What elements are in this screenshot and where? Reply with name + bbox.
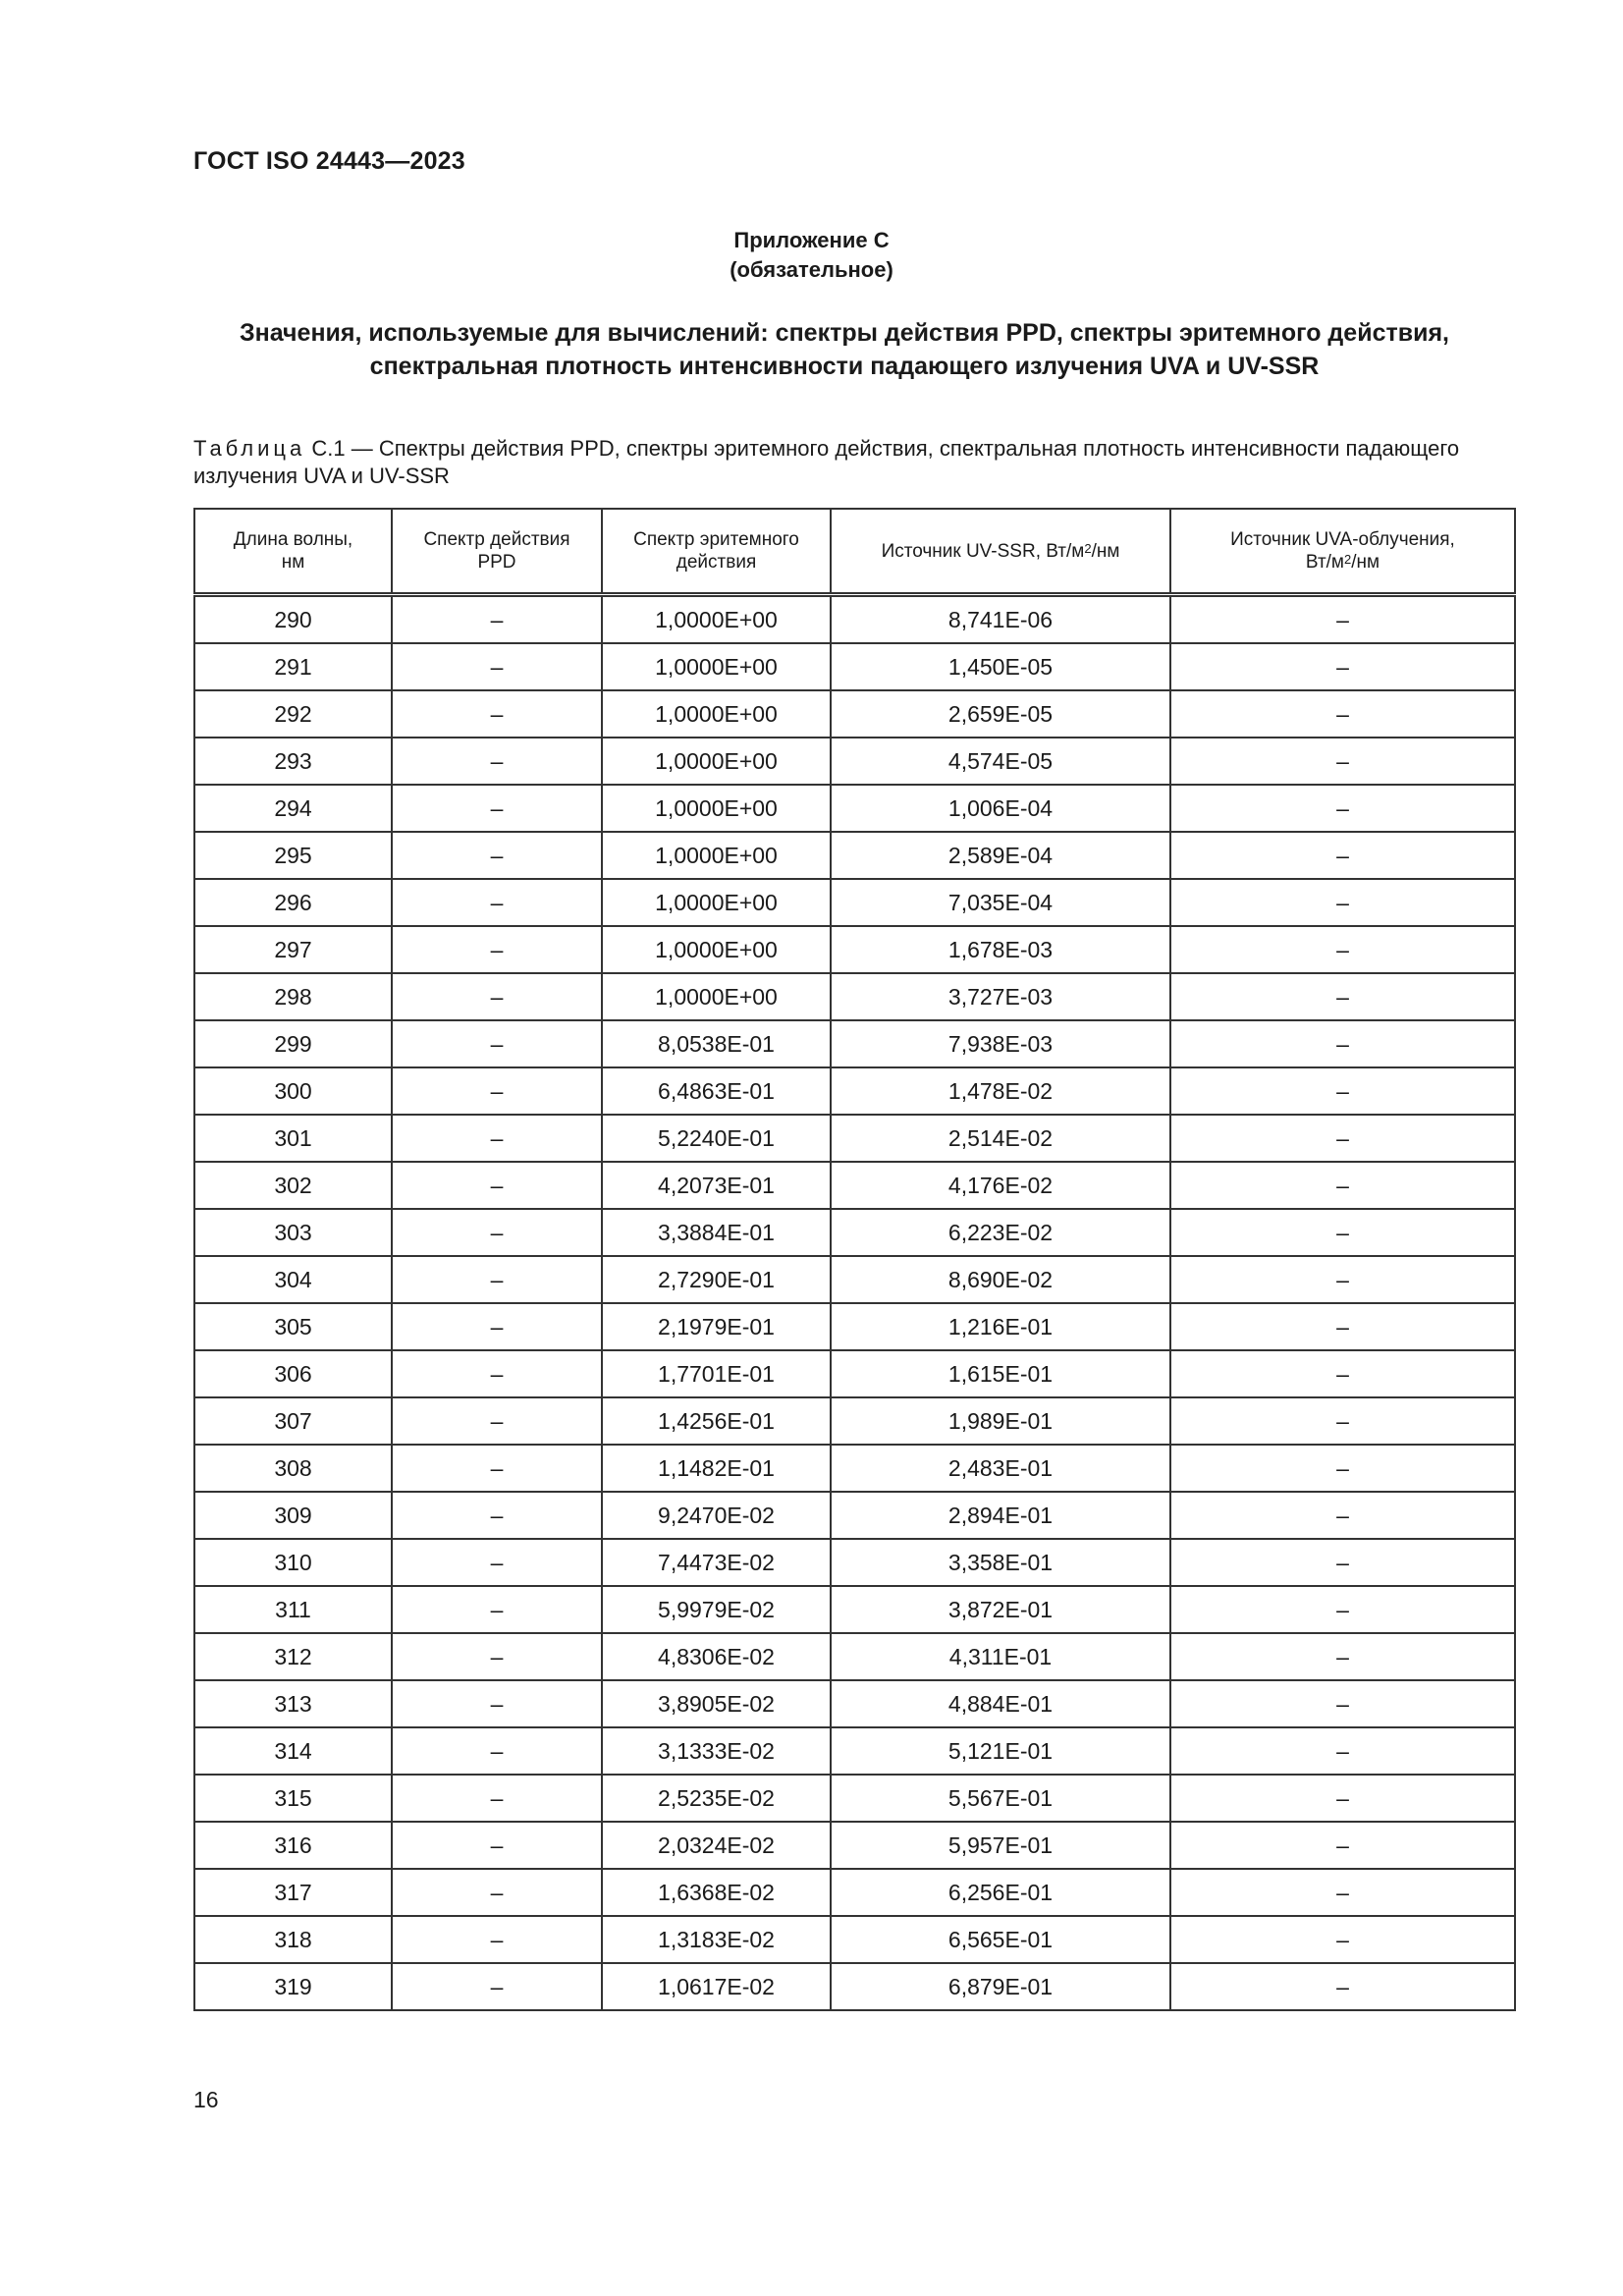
cell-uvssr: 4,176E-02 — [831, 1162, 1170, 1209]
cell-wavelength: 298 — [194, 973, 392, 1020]
cell-uvssr: 8,741E-06 — [831, 595, 1170, 644]
cell-erythema: 4,2073E-01 — [602, 1162, 831, 1209]
table-row — [194, 1303, 1515, 1350]
table-row — [194, 1586, 1515, 1633]
cell-wavelength: 297 — [194, 926, 392, 973]
cell-wavelength: 294 — [194, 785, 392, 832]
cell-wavelength: 300 — [194, 1067, 392, 1115]
cell-uvssr: 1,216E-01 — [831, 1303, 1170, 1350]
column-header-wavelength-line2: нм — [281, 552, 305, 573]
cell-ppd: – — [392, 1916, 602, 1963]
cell-wavelength: 291 — [194, 643, 392, 690]
table-row — [194, 1445, 1515, 1492]
table-row — [194, 1775, 1515, 1822]
cell-ppd: – — [392, 1492, 602, 1539]
cell-ppd: – — [392, 1350, 602, 1397]
column-header-uva-sup: 2 — [1344, 552, 1352, 567]
cell-wavelength: 295 — [194, 832, 392, 879]
cell-erythema: 1,3183E-02 — [602, 1916, 831, 1963]
column-header-uvssr-prefix: Источник UV-SSR, Вт/м — [881, 540, 1085, 562]
table-row — [194, 595, 1515, 644]
page-number: 16 — [193, 2087, 219, 2112]
cell-wavelength: 318 — [194, 1916, 392, 1963]
column-header-uvssr-sup: 2 — [1084, 540, 1092, 556]
cell-uva: – — [1170, 1256, 1515, 1303]
cell-uva: – — [1170, 832, 1515, 879]
table-row — [194, 926, 1515, 973]
cell-ppd: – — [392, 1963, 602, 2010]
cell-uvssr: 4,311E-01 — [831, 1633, 1170, 1680]
cell-wavelength: 290 — [194, 595, 392, 644]
cell-ppd: – — [392, 1067, 602, 1115]
cell-ppd: – — [392, 738, 602, 785]
cell-uva: – — [1170, 1209, 1515, 1256]
table-row — [194, 1162, 1515, 1209]
table-row — [194, 1067, 1515, 1115]
cell-wavelength: 319 — [194, 1963, 392, 2010]
table-row — [194, 643, 1515, 690]
cell-erythema: 1,6368E-02 — [602, 1869, 831, 1916]
cell-wavelength: 305 — [194, 1303, 392, 1350]
cell-uva: – — [1170, 1633, 1515, 1680]
cell-uvssr: 7,035E-04 — [831, 879, 1170, 926]
cell-erythema: 1,0000E+00 — [602, 643, 831, 690]
cell-uvssr: 1,678E-03 — [831, 926, 1170, 973]
table-row — [194, 690, 1515, 738]
cell-uva: – — [1170, 1775, 1515, 1822]
table-header-row — [194, 509, 1515, 595]
cell-uva: – — [1170, 1869, 1515, 1916]
annex-heading: Значения, используемые для вычислений: спектры действия PPD, спектры эритемного действия, спектральная плотность интенсивности падающего излучения UVA и UV-SSR — [240, 319, 1449, 380]
table-caption-label: Таблица — [193, 436, 306, 461]
cell-wavelength: 313 — [194, 1680, 392, 1727]
cell-erythema: 1,0000E+00 — [602, 785, 831, 832]
cell-wavelength: 314 — [194, 1727, 392, 1775]
annex-status: (обязательное) — [730, 257, 893, 282]
cell-uvssr: 3,727E-03 — [831, 973, 1170, 1020]
cell-uva: – — [1170, 1492, 1515, 1539]
cell-ppd: – — [392, 832, 602, 879]
column-header-uvssr-suffix: /нм — [1091, 540, 1120, 562]
cell-ppd: – — [392, 1727, 602, 1775]
table-row — [194, 1963, 1515, 2010]
table-row — [194, 1020, 1515, 1067]
table-row — [194, 1680, 1515, 1727]
cell-ppd: – — [392, 1209, 602, 1256]
cell-ppd: – — [392, 595, 602, 644]
cell-uvssr: 3,872E-01 — [831, 1586, 1170, 1633]
cell-uva: – — [1170, 595, 1515, 644]
table-row — [194, 1539, 1515, 1586]
cell-uva: – — [1170, 1020, 1515, 1067]
cell-uvssr: 1,615E-01 — [831, 1350, 1170, 1397]
cell-ppd: – — [392, 1445, 602, 1492]
column-header-uvssr — [831, 509, 1170, 595]
cell-uva: – — [1170, 1067, 1515, 1115]
cell-ppd: – — [392, 1020, 602, 1067]
cell-uvssr: 2,589E-04 — [831, 832, 1170, 879]
cell-ppd: – — [392, 1680, 602, 1727]
table-row — [194, 879, 1515, 926]
cell-wavelength: 296 — [194, 879, 392, 926]
cell-uvssr: 6,565E-01 — [831, 1916, 1170, 1963]
cell-wavelength: 312 — [194, 1633, 392, 1680]
cell-uva: – — [1170, 1680, 1515, 1727]
cell-uva: – — [1170, 785, 1515, 832]
cell-ppd: – — [392, 690, 602, 738]
cell-uva: – — [1170, 1586, 1515, 1633]
cell-uvssr: 2,894E-01 — [831, 1492, 1170, 1539]
cell-wavelength: 301 — [194, 1115, 392, 1162]
cell-erythema: 2,1979E-01 — [602, 1303, 831, 1350]
table-caption — [193, 435, 1529, 490]
cell-uvssr: 2,483E-01 — [831, 1445, 1170, 1492]
cell-uvssr: 6,223E-02 — [831, 1209, 1170, 1256]
cell-ppd: – — [392, 973, 602, 1020]
cell-erythema: 1,0000E+00 — [602, 832, 831, 879]
cell-ppd: – — [392, 1633, 602, 1680]
table-row — [194, 1350, 1515, 1397]
table-row — [194, 1492, 1515, 1539]
cell-erythema: 1,0000E+00 — [602, 879, 831, 926]
cell-uva: – — [1170, 1162, 1515, 1209]
column-header-erythema — [602, 509, 831, 595]
cell-erythema: 2,7290E-01 — [602, 1256, 831, 1303]
cell-ppd: – — [392, 1775, 602, 1822]
cell-uvssr: 5,957E-01 — [831, 1822, 1170, 1869]
cell-wavelength: 316 — [194, 1822, 392, 1869]
cell-uvssr: 2,659E-05 — [831, 690, 1170, 738]
column-header-uva-prefix: Вт/м — [1305, 552, 1344, 573]
cell-ppd: – — [392, 926, 602, 973]
table-row — [194, 1822, 1515, 1869]
cell-ppd: – — [392, 1822, 602, 1869]
spectra-table — [193, 508, 1516, 2011]
cell-uva: – — [1170, 973, 1515, 1020]
column-header-erythema-line1: Спектр эритемного — [633, 529, 799, 550]
column-header-ppd-line1: Спектр действия — [423, 529, 570, 550]
cell-wavelength: 299 — [194, 1020, 392, 1067]
cell-erythema: 1,0617E-02 — [602, 1963, 831, 2010]
table-row — [194, 1633, 1515, 1680]
cell-erythema: 3,8905E-02 — [602, 1680, 831, 1727]
cell-erythema: 2,5235E-02 — [602, 1775, 831, 1822]
cell-ppd: – — [392, 1539, 602, 1586]
cell-ppd: – — [392, 643, 602, 690]
cell-uvssr: 3,358E-01 — [831, 1539, 1170, 1586]
cell-ppd: – — [392, 1397, 602, 1445]
table-row — [194, 738, 1515, 785]
column-header-uva-line1: Источник UVA-облучения, — [1230, 529, 1455, 550]
cell-uvssr: 6,256E-01 — [831, 1869, 1170, 1916]
cell-uva: – — [1170, 1445, 1515, 1492]
cell-uvssr: 6,879E-01 — [831, 1963, 1170, 2010]
column-header-uva — [1170, 509, 1515, 595]
column-header-ppd-line2: PPD — [477, 552, 516, 573]
cell-wavelength: 302 — [194, 1162, 392, 1209]
cell-uvssr: 4,884E-01 — [831, 1680, 1170, 1727]
cell-erythema: 5,9979E-02 — [602, 1586, 831, 1633]
cell-wavelength: 315 — [194, 1775, 392, 1822]
cell-uva: – — [1170, 643, 1515, 690]
cell-wavelength: 309 — [194, 1492, 392, 1539]
cell-wavelength: 304 — [194, 1256, 392, 1303]
cell-ppd: – — [392, 879, 602, 926]
cell-uva: – — [1170, 1303, 1515, 1350]
cell-erythema: 6,4863E-01 — [602, 1067, 831, 1115]
table-row — [194, 1256, 1515, 1303]
cell-ppd: – — [392, 785, 602, 832]
cell-ppd: – — [392, 1256, 602, 1303]
cell-erythema: 1,0000E+00 — [602, 690, 831, 738]
cell-uvssr: 1,450E-05 — [831, 643, 1170, 690]
annex-title: Приложение С — [733, 228, 890, 252]
cell-uvssr: 1,478E-02 — [831, 1067, 1170, 1115]
cell-wavelength: 293 — [194, 738, 392, 785]
cell-erythema: 8,0538E-01 — [602, 1020, 831, 1067]
cell-wavelength: 306 — [194, 1350, 392, 1397]
cell-uva: – — [1170, 1397, 1515, 1445]
cell-erythema: 1,1482E-01 — [602, 1445, 831, 1492]
table-caption-text: С.1 — Спектры действия PPD, спектры эритемного действия, спектральная плотность интенсивности падающего излучения UVA и UV-SSR — [193, 436, 1460, 488]
cell-uva: – — [1170, 1727, 1515, 1775]
cell-ppd: – — [392, 1586, 602, 1633]
cell-erythema: 3,3884E-01 — [602, 1209, 831, 1256]
table-row — [194, 1869, 1515, 1916]
cell-ppd: – — [392, 1303, 602, 1350]
column-header-ppd — [392, 509, 602, 595]
cell-uva: – — [1170, 1916, 1515, 1963]
column-header-uva-suffix: /нм — [1351, 552, 1380, 573]
cell-wavelength: 303 — [194, 1209, 392, 1256]
cell-erythema: 5,2240E-01 — [602, 1115, 831, 1162]
table-body — [194, 595, 1515, 2011]
cell-uvssr: 5,121E-01 — [831, 1727, 1170, 1775]
cell-uva: – — [1170, 1963, 1515, 2010]
cell-uvssr: 2,514E-02 — [831, 1115, 1170, 1162]
table-row — [194, 785, 1515, 832]
cell-uva: – — [1170, 1539, 1515, 1586]
cell-erythema: 1,0000E+00 — [602, 738, 831, 785]
cell-uvssr: 1,989E-01 — [831, 1397, 1170, 1445]
document-standard-header: ГОСТ ISO 24443—2023 — [193, 147, 465, 175]
cell-wavelength: 292 — [194, 690, 392, 738]
table-row — [194, 832, 1515, 879]
cell-uvssr: 1,006E-04 — [831, 785, 1170, 832]
cell-erythema: 1,4256E-01 — [602, 1397, 831, 1445]
cell-wavelength: 311 — [194, 1586, 392, 1633]
cell-erythema: 9,2470E-02 — [602, 1492, 831, 1539]
cell-uvssr: 7,938E-03 — [831, 1020, 1170, 1067]
column-header-erythema-line2: действия — [676, 552, 757, 573]
cell-ppd: – — [392, 1162, 602, 1209]
cell-ppd: – — [392, 1869, 602, 1916]
cell-uva: – — [1170, 1115, 1515, 1162]
cell-uvssr: 4,574E-05 — [831, 738, 1170, 785]
cell-uva: – — [1170, 1822, 1515, 1869]
table-row — [194, 1727, 1515, 1775]
column-header-wavelength-line1: Длина волны, — [233, 529, 353, 550]
cell-erythema: 1,0000E+00 — [602, 595, 831, 644]
cell-uvssr: 5,567E-01 — [831, 1775, 1170, 1822]
cell-uva: – — [1170, 879, 1515, 926]
cell-wavelength: 307 — [194, 1397, 392, 1445]
cell-uva: – — [1170, 738, 1515, 785]
cell-uva: – — [1170, 1350, 1515, 1397]
table-row — [194, 973, 1515, 1020]
cell-uvssr: 8,690E-02 — [831, 1256, 1170, 1303]
cell-ppd: – — [392, 1115, 602, 1162]
cell-erythema: 3,1333E-02 — [602, 1727, 831, 1775]
table-row — [194, 1115, 1515, 1162]
cell-erythema: 7,4473E-02 — [602, 1539, 831, 1586]
cell-erythema: 4,8306E-02 — [602, 1633, 831, 1680]
cell-uva: – — [1170, 926, 1515, 973]
table-row — [194, 1397, 1515, 1445]
cell-erythema: 1,7701E-01 — [602, 1350, 831, 1397]
table-row — [194, 1916, 1515, 1963]
cell-wavelength: 308 — [194, 1445, 392, 1492]
table-row — [194, 1209, 1515, 1256]
cell-wavelength: 310 — [194, 1539, 392, 1586]
cell-erythema: 2,0324E-02 — [602, 1822, 831, 1869]
cell-erythema: 1,0000E+00 — [602, 973, 831, 1020]
cell-erythema: 1,0000E+00 — [602, 926, 831, 973]
column-header-wavelength — [194, 509, 392, 595]
cell-wavelength: 317 — [194, 1869, 392, 1916]
cell-uva: – — [1170, 690, 1515, 738]
